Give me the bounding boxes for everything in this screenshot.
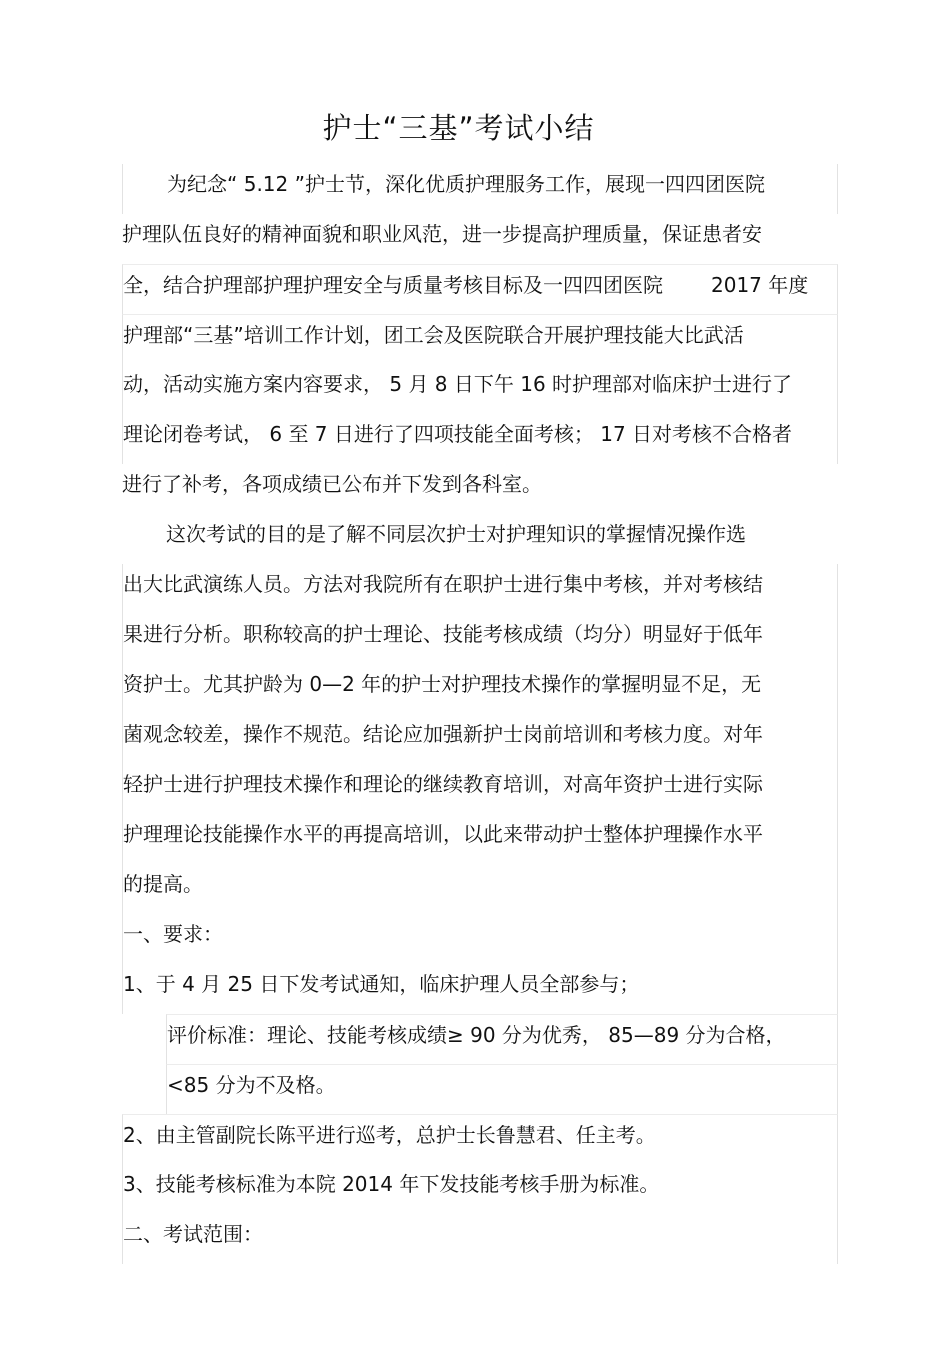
section-1-heading: 一、要求： [122, 914, 838, 964]
paragraph-2-line-2: 出大比武演练人员。方法对我院所有在职护士进行集中考核，并对考核结 [122, 564, 838, 614]
section-2-heading: 二、考试范围： [122, 1214, 838, 1264]
paragraph-2-line-8: 的提高。 [122, 864, 838, 914]
paragraph-2-line-6: 轻护士进行护理技术操作和理论的继续教育培训，对高年资护士进行实际 [122, 764, 838, 814]
paragraph-1-line-5: 动，活动实施方案内容要求， 5 月 8 日下午 16 时护理部对临床护士进行了 [122, 364, 838, 414]
paragraph-1-line-3-text: 全，结合护理部护理护理安全与质量考核目标及一四四团医院 [123, 273, 663, 297]
paragraph-2-line-7: 护理理论技能操作水平的再提高培训，以此来带动护士整体护理操作水平 [122, 814, 838, 864]
document-title: 护士“三基”考试小结 [322, 111, 595, 145]
section-1-item-1: 1、于 4 月 25 日下发考试通知，临床护理人员全部参与； [122, 964, 838, 1014]
paragraph-1-line-6: 理论闭卷考试， 6 至 7 日进行了四项技能全面考核； 17 日对考核不合格者 [122, 414, 838, 464]
evaluation-criteria-line-1: 评价标准：理论、技能考核成绩≥ 90 分为优秀， 85—89 分为合格， [166, 1014, 838, 1064]
paragraph-2-line-5: 菌观念较差，操作不规范。结论应加强新护士岗前培训和考核力度。对年 [122, 714, 838, 764]
section-1-item-3: 3、技能考核标准为本院 2014 年下发技能考核手册为标准。 [122, 1164, 838, 1214]
paragraph-1-line-7: 进行了补考，各项成绩已公布并下发到各科室。 [122, 472, 542, 496]
paragraph-2-line-4: 资护士。尤其护龄为 0—2 年的护士对护理技术操作的掌握明显不足，无 [122, 664, 838, 714]
paragraph-1-line-3-year: 2017 年度 [711, 273, 809, 297]
evaluation-criteria-line-2: <85 分为不及格。 [166, 1064, 838, 1114]
paragraph-2-line-3: 果进行分析。职称较高的护士理论、技能考核成绩（均分）明显好于低年 [122, 614, 838, 664]
paragraph-1-line-4: 护理部“三基”培训工作计划，团工会及医院联合开展护理技能大比武活 [122, 314, 838, 364]
paragraph-1-line-3 [122, 264, 838, 314]
paragraph-1-line-1: 为纪念“ 5.12 ”护士节，深化优质护理服务工作，展现一四四团医院 [122, 164, 838, 214]
paragraph-1-line-2: 护理队伍良好的精神面貌和职业风范，进一步提高护理质量，保证患者安 [122, 222, 762, 246]
paragraph-2-line-1: 这次考试的目的是了解不同层次护士对护理知识的掌握情况操作选 [166, 522, 746, 546]
section-1-item-2: 2、由主管副院长陈平进行巡考，总护士长鲁慧君、任主考。 [122, 1114, 838, 1164]
